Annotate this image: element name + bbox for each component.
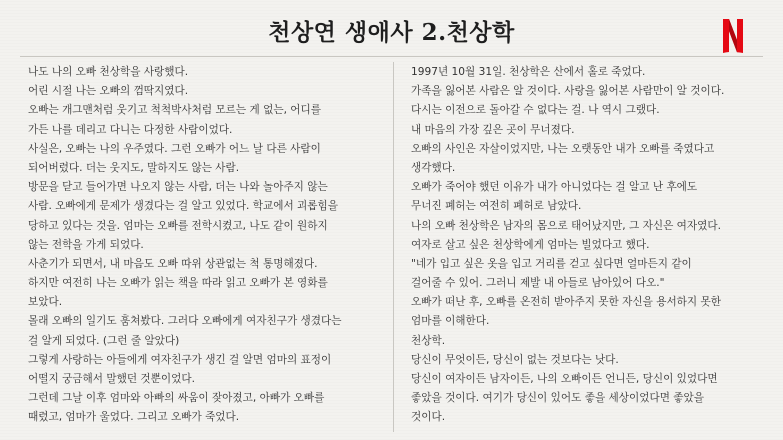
text-line: 보았다. <box>28 296 63 309</box>
text-line: 하지만 여전히 나는 오빠가 읽는 책을 따라 읽고 오빠가 본 영화를 <box>28 277 328 290</box>
text-line: 천상학. <box>411 334 446 347</box>
text-line: 때렸고, 엄마가 울었다. 그리고 오빠가 죽었다. <box>28 411 240 424</box>
text-line: 방문을 닫고 들어가면 나오지 않는 사람, 더는 나와 놀아주지 않는 <box>28 181 328 194</box>
text-line: 사춘기가 되면서, 내 마음도 오빠 따위 상관없는 척 통명해졌다. <box>28 257 318 270</box>
text-line: 오빠가 죽어야 했던 이유가 내가 아니었다는 걸 알고 난 후에도 <box>411 181 698 194</box>
text-line: 되어버렸다. 더는 웃지도, 말하지도 않는 사람. <box>28 161 240 174</box>
text-line: 생각했다. <box>411 161 456 174</box>
text-line: 오빠가 떠난 후, 오빠를 온전히 받아주지 못한 자신을 용서하지 못한 <box>411 296 721 309</box>
netflix-logo-icon <box>721 18 745 54</box>
text-line: 않는 전학을 가게 되었다. <box>28 238 144 251</box>
text-line: 어린 시절 나는 오빠의 껌딱지였다. <box>28 85 189 98</box>
text-line: 사실은, 오빠는 나의 우주였다. 그런 오빠가 어느 날 다른 사람이 <box>28 142 321 155</box>
text-line: 나도 나의 오빠 천상학을 사랑했다. <box>28 66 189 78</box>
text-line: 당신이 무엇이든, 당신이 없는 것보다는 낫다. <box>411 353 619 366</box>
page-title: 천상연 생애사 2.천상학 <box>268 19 515 46</box>
text-line: 무너진 폐허는 여전히 폐허로 남았다. <box>411 200 582 213</box>
text-line: 몰래 오빠의 일기도 훔쳐봤다. 그러다 오빠에게 여자친구가 생겼다는 <box>28 315 342 328</box>
text-line: 내 마음의 가장 깊은 곳이 무너졌다. <box>411 123 575 136</box>
header-divider <box>20 56 763 57</box>
left-column <box>28 63 380 428</box>
text-line: 나의 오빠 천상학은 남자의 몸으로 태어났지만, 그 자신은 여자였다. <box>411 219 721 232</box>
text-line: 다시는 이전으로 돌아갈 수 없다는 걸. 나 역시 그랬다. <box>411 104 660 117</box>
text-line: 어떨지 궁금해서 말했던 것뿐이었다. <box>28 373 195 385</box>
text-line: "네가 입고 싶은 옷을 입고 거리를 걷고 싶다면 얼마든지 같이 <box>411 257 692 270</box>
text-line: 오빠는 개그맨처럼 웃기고 척척박사처럼 모르는 게 없는, 어디를 <box>28 104 322 117</box>
text-line: 1997년 10월 31일. 천상학은 산에서 홀로 죽었다. <box>411 66 646 78</box>
text-line: 좋았을 것이다. 여기가 당신이 있어도 좋을 세상이었다면 좋았을 <box>411 392 705 405</box>
text-line: 당하고 있다는 것을. 엄마는 오빠를 전학시켰고, 나도 같이 원하지 <box>28 219 328 232</box>
text-line: 당신이 여자이든 남자이든, 나의 오빠이든 언니든, 당신이 있었다면 <box>411 373 718 385</box>
text-line: 오빠의 사인은 자살이었지만, 나는 오랫동안 내가 오빠를 죽였다고 <box>411 142 715 155</box>
column-divider <box>393 62 394 432</box>
text-line: 그렇게 사랑하는 아들에게 여자친구가 생긴 걸 알면 엄마의 표정이 <box>28 353 332 366</box>
right-column <box>411 63 763 428</box>
text-line: 것이다. <box>411 411 446 424</box>
text-line: 엄마를 이해한다. <box>411 315 490 328</box>
text-line: 가든 나를 데리고 다니는 다정한 사람이었다. <box>28 123 233 136</box>
text-line: 그런데 그날 이후 엄마와 아빠의 싸움이 잦아졌고, 아빠가 오빠를 <box>28 392 325 405</box>
text-line: 여자로 살고 싶은 천상학에게 엄마는 빌었다고 했다. <box>411 238 650 251</box>
text-line: 사람. 오빠에게 문제가 생겼다는 걸 알고 있었다. 학교에서 괴롭힘을 <box>28 200 338 213</box>
text-line: 가족을 잃어본 사람은 알 것이다. 사랑을 잃어본 사람만이 알 것이다. <box>411 85 725 98</box>
text-line: 걸어줄 수 있어. 그러니 제발 내 아들로 남아있어 다오." <box>411 277 665 290</box>
text-line: 걸 알게 되었다. (그런 줄 알았다) <box>28 334 180 347</box>
